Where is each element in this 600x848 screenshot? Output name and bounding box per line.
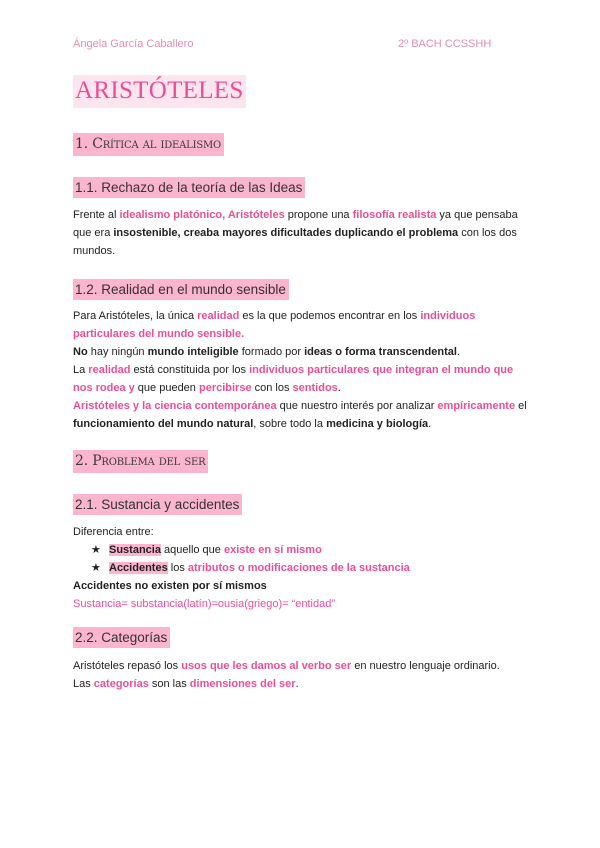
star-icon: ★ [91,562,101,574]
header-author: Ángela García Caballero [73,38,194,50]
subsection-1-1-heading: 1.1. Rechazo de la teoría de las Ideas [73,177,305,198]
list-item: ★ Sustancia aquello que existe en sí mismo [91,541,533,559]
subsection-1-2-heading: 1.2. Realidad en el mundo sensible [73,279,289,300]
intro-text: Diferencia entre: [73,526,154,538]
subsection-2-2-paragraph: Aristóteles repasó los usos que les damos al verbo ser en nuestro lenguaje ordinario. Las categorías son las dimensiones del ser. [73,660,500,690]
star-icon: ★ [91,544,101,556]
accidents-note: Accidentes no existen por sí mismos [73,580,267,592]
section-1-heading: 1. Crítica al idealismo [73,133,224,156]
subsection-2-1-heading: 2.1. Sustancia y accidentes [73,494,242,515]
substance-etymology: Sustancia= substancia(latín)=ousia(griego)= “entidad” [73,598,336,610]
list-item: ★ Accidentes los atributos o modificaciones de la sustancia [91,559,533,577]
page-title: ARISTÓTELES [73,75,246,108]
header-course: 2º BACH CCSSHH [398,38,492,50]
difference-list [73,541,533,577]
subsection-1-2-paragraph: Para Aristóteles, la única realidad es la que podemos encontrar en los individuos particulares del mundo sensible. No hay ningún mundo inteligible formado por ideas o forma transcendental. La realidad está constituida por los individuos particulares que integran el mundo que nos rodea y que pueden percibirse con los sentidos. Aristóteles y la ciencia contemporánea que nuestro interés por analizar empíricamente el funcionamiento del mundo natural, sobre todo la medicina y biología. [73,310,527,430]
subsection-2-1-content [73,523,533,613]
section-2-heading: 2. Problema del ser [73,450,208,473]
subsection-1-1-paragraph: Frente al idealismo platónico, Aristóteles propone una filosofía realista ya que pensaba que era insostenible, creaba mayores dificultades duplicando el problema con los dos mundos. [73,209,518,257]
subsection-2-2-heading: 2.2. Categorías [73,627,170,648]
